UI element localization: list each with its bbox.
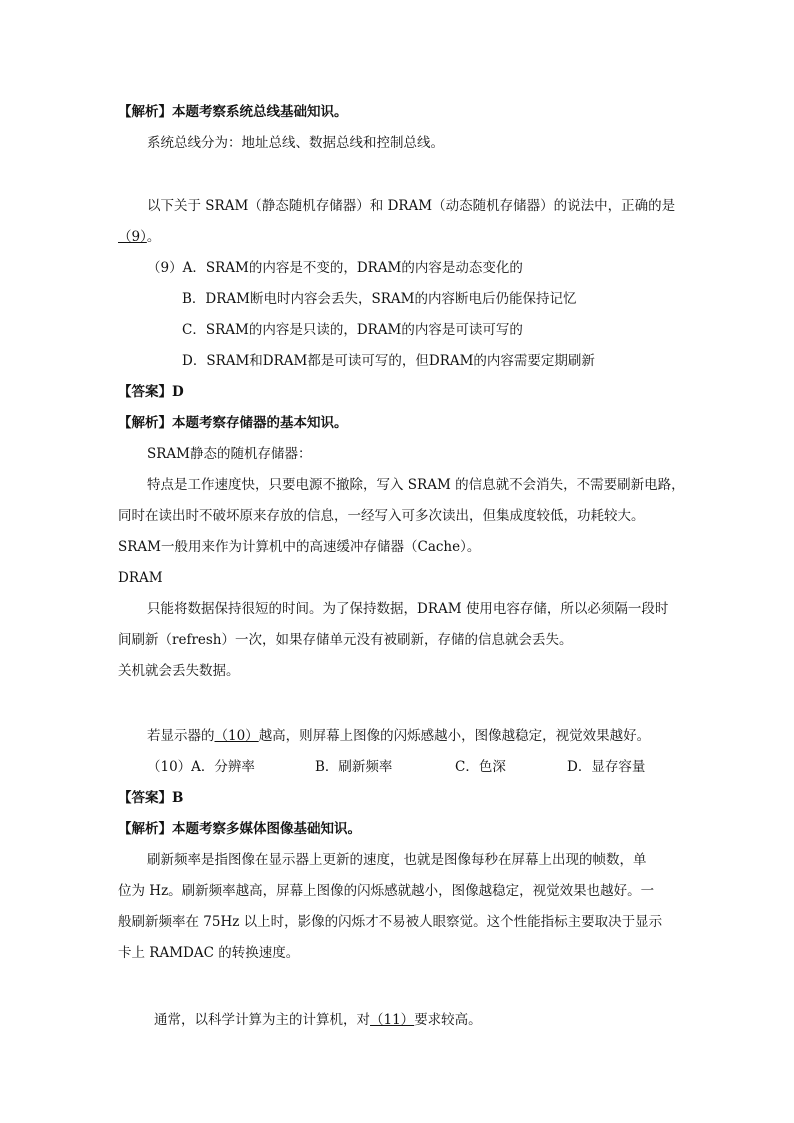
- analysis-heading: [118, 819, 361, 839]
- analysis-heading: [118, 413, 348, 433]
- analysis-line: 特点是工作速度快，只要电源不撤除，写入 SRAM 的信息就不会消失，不需要刷新电路，: [147, 477, 685, 493]
- analysis-tag: 【解析】: [118, 104, 172, 120]
- analysis-line: 位为 Hz。刷新频率越高，屏幕上图像的闪烁感就越小，图像越稳定，视觉效果也越好。一: [118, 883, 655, 899]
- analysis-title: 本题考察多媒体图像基础知识。: [172, 821, 361, 837]
- stem-part: 越高，则屏幕上图像的闪烁感越小，图像越稳定，视觉效果越好。: [258, 728, 651, 744]
- analysis-line: 卡上 RAMDAC 的转换速度。: [118, 945, 300, 961]
- stem-part: 若显示器的: [147, 728, 215, 744]
- option-c: C．色深: [455, 759, 506, 775]
- answer-value: B: [172, 790, 184, 806]
- answer-blank: （9）: [118, 229, 147, 245]
- analysis-tag: 【解析】: [118, 415, 172, 431]
- analysis-line: 刷新频率是指图像在显示器上更新的速度，也就是图像每秒在屏幕上出现的帧数，单: [147, 852, 647, 868]
- question-stem: [147, 726, 650, 746]
- analysis-title: 本题考察系统总线基础知识。: [172, 104, 348, 120]
- analysis-line: 只能将数据保持很短的时间。为了保持数据，DRAM 使用电容存储，所以必须隔一段时: [147, 601, 669, 617]
- analysis-line: SRAM静态的随机存储器：: [147, 446, 312, 462]
- analysis-line: SRAM一般用来作为计算机中的高速缓冲存储器（Cache）。: [118, 539, 481, 555]
- stem-end: 。: [146, 229, 161, 245]
- answer-blank: （10）: [214, 728, 259, 744]
- analysis-line: 同时在读出时不破坏原来存放的信息，一经写入可多次读出，但集成度较低，功耗较大。: [118, 508, 645, 524]
- analysis-heading: [118, 102, 348, 122]
- answer-line: [118, 382, 184, 402]
- analysis-line: 般刷新频率在 75Hz 以上时，影像的闪烁才不易被人眼察觉。这个性能指标主要取决于显示: [118, 914, 663, 930]
- stem-part: 要求较高。: [414, 1012, 482, 1028]
- option-c: C．SRAM的内容是只读的，DRAM的内容是可读可写的: [182, 322, 523, 338]
- analysis-line: 关机就会丢失数据。: [118, 663, 240, 679]
- analysis-tag: 【解析】: [118, 821, 172, 837]
- answer-value: D: [172, 384, 184, 400]
- option-b: B．DRAM断电时内容会丢失，SRAM的内容断电后仍能保持记忆: [182, 291, 577, 307]
- answer-blank: （11）: [370, 1012, 415, 1028]
- option-d: D．SRAM和DRAM都是可读可写的，但DRAM的内容需要定期刷新: [182, 353, 595, 369]
- analysis-line: 间刷新（refresh）一次，如果存储单元没有被刷新，存储的信息就会丢失。: [118, 632, 573, 648]
- analysis-title: 本题考察存储器的基本知识。: [172, 415, 348, 431]
- question-stem: 以下关于 SRAM（静态随机存储器）和 DRAM（动态随机存储器）的说法中，正确的是: [147, 198, 676, 214]
- answer-tag: 【答案】: [118, 384, 172, 400]
- option-b: B．刷新频率: [315, 759, 393, 775]
- question-stem-cont: [118, 227, 160, 247]
- analysis-line: 系统总线分为：地址总线、数据总线和控制总线。: [147, 135, 444, 151]
- answer-line: [118, 788, 183, 808]
- option-d: D．显存容量: [567, 759, 646, 775]
- question-stem: [154, 1010, 482, 1030]
- option-a: （9）A．SRAM的内容是不变的，DRAM的内容是动态变化的: [147, 260, 523, 276]
- stem-part: 通常，以科学计算为主的计算机，对: [154, 1012, 370, 1028]
- analysis-line: DRAM: [118, 570, 163, 586]
- answer-tag: 【答案】: [118, 790, 172, 806]
- option-a: （10）A．分辨率: [147, 759, 255, 775]
